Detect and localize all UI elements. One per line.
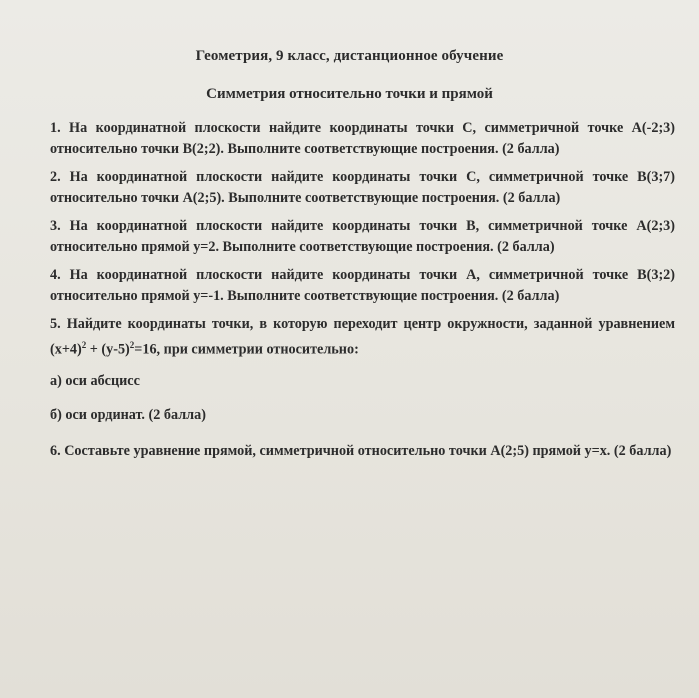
task-3: 3. На координатной плоскости найдите координаты точки В, симметричной точке А(2;3) относительно прямой y=2. Выполните соответствующие построения. (2 балла) [50, 218, 675, 255]
task-1: 1. На координатной плоскости найдите координаты точки С, симметричной точке А(-2;3) относительно точки В(2;2). Выполните соответствующие построения. (2 балла) [50, 120, 675, 157]
task-2: 2. На координатной плоскости найдите координаты точки С, симметричной точке В(3;7) относительно точки А(2;5). Выполните соответствующие построения. (2 балла) [50, 169, 675, 206]
task-6: 6. Составьте уравнение прямой, симметричной относительно точки А(2;5) прямой y=x. (2 балла) [50, 442, 672, 459]
task-5-option-a: а) оси абсцисс [50, 372, 140, 389]
task-4: 4. На координатной плоскости найдите координаты точки А, симметричной точке В(3;2) относительно прямой y=-1. Выполните соответствующие построения. (2 балла) [50, 267, 675, 304]
task-5-exponent-1: 2 [81, 340, 87, 350]
task-5-option-b: б) оси ординат. (2 балла) [50, 406, 206, 423]
task-list [50, 118, 675, 469]
task-5-exponent-2: 2 [129, 340, 135, 350]
topic-title: Симметрия относительно точки и прямой [206, 86, 493, 102]
task-5-end: =16, при симметрии относительно: [134, 341, 359, 358]
subject-line: Геометрия, 9 класс, дистанционное обучение [195, 48, 504, 64]
task-5-middle: + (y-5) [86, 341, 130, 358]
task-5 [50, 314, 675, 361]
task-5-intro: 5. Найдите координаты точки, в которую переходит центр окружности, заданной уравнением (x+4) [50, 316, 675, 358]
